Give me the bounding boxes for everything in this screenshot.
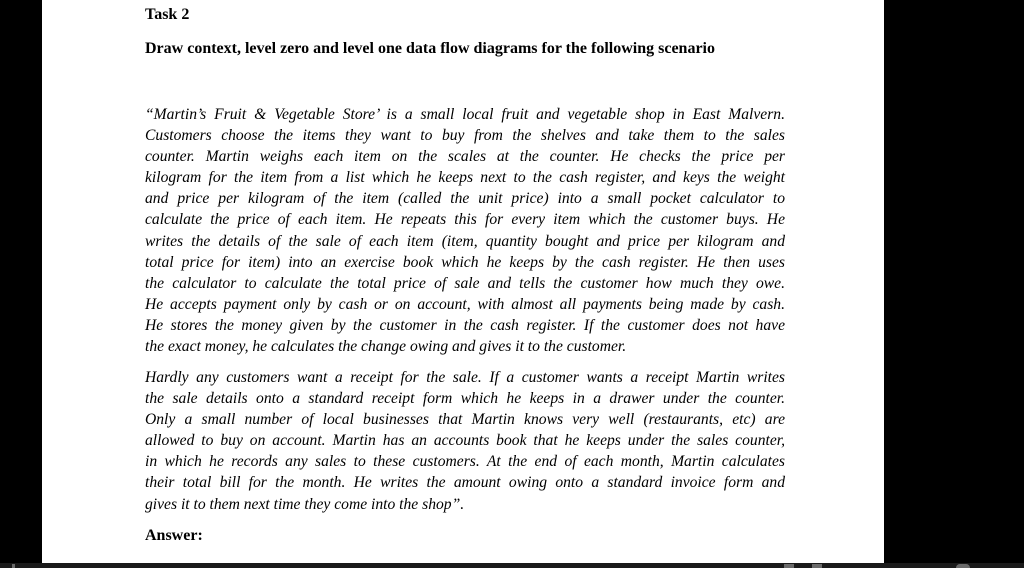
paragraph-line: “Martin’s Fruit & Vegetable Store’ is a small local fruit and vegetable shop in East Malvern. [145,106,785,123]
scenario-paragraph-2 [145,367,785,515]
paragraph-line: calculate the price of each item. He repeats this for every item which the customer buys. He [145,211,785,229]
paragraph-line: in which he records any sales to these customers. At the end of each month, Martin calculates [145,453,785,471]
paragraph-line: writes the details of the sale of each item (item, quantity bought and price per kilogram and [145,232,785,250]
document-page [42,0,884,563]
paragraph-line: Only a small number of local businesses that Martin knows very well (restaurants, etc) are [145,411,785,429]
paragraph-line: Customers choose the items they want to buy from the shelves and take them to the sales [145,127,785,145]
taskbar-app-icon[interactable] [784,564,794,568]
taskbar-tray-icon[interactable] [956,564,970,568]
task-instruction: Draw context, level zero and level one data flow diagrams for the following scenario [145,40,715,57]
bottom-taskbar-strip [0,563,1024,568]
taskbar-edge-icon [12,564,15,568]
answer-label: Answer: [145,527,203,544]
paragraph-line: gives it to them next time they come into the shop”. [145,495,465,513]
paragraph-line: counter. Martin weighs each item on the scales at the counter. He checks the price per [145,148,785,166]
paragraph-line: kilogram for the item from a list which he keeps next to the cash register, and keys the weight [145,169,785,187]
paragraph-line: the calculator to calculate the total price of sale and tells the customer how much they owe. [145,274,785,292]
paragraph-line: allowed to buy on account. Martin has an accounts book that he keeps under the sales counter, [145,432,785,450]
paragraph-line: the exact money, he calculates the change owing and gives it to the customer. [145,338,627,356]
paragraph-line: He accepts payment only by cash or on account, with almost all payments being made by cash. [145,295,785,313]
paragraph-line: the sale details onto a standard receipt form which he keeps in a drawer under the counter. [145,390,785,408]
paragraph-line: He stores the money given by the customer in the cash register. If the customer does not have [145,316,785,334]
paragraph-line: Hardly any customers want a receipt for the sale. If a customer wants a receipt Martin writes [145,369,785,386]
paragraph-line: their total bill for the month. He writes the amount owing onto a standard invoice form and [145,474,785,492]
taskbar-app-icon[interactable] [812,564,822,568]
scenario-paragraph-1 [145,104,785,357]
task-title: Task 2 [145,6,190,23]
paragraph-line: and price per kilogram of the item (called the unit price) into a small pocket calculator to [145,190,785,208]
paragraph-line: total price for item) into an exercise book which he keeps by the cash register. He then uses [145,253,785,271]
